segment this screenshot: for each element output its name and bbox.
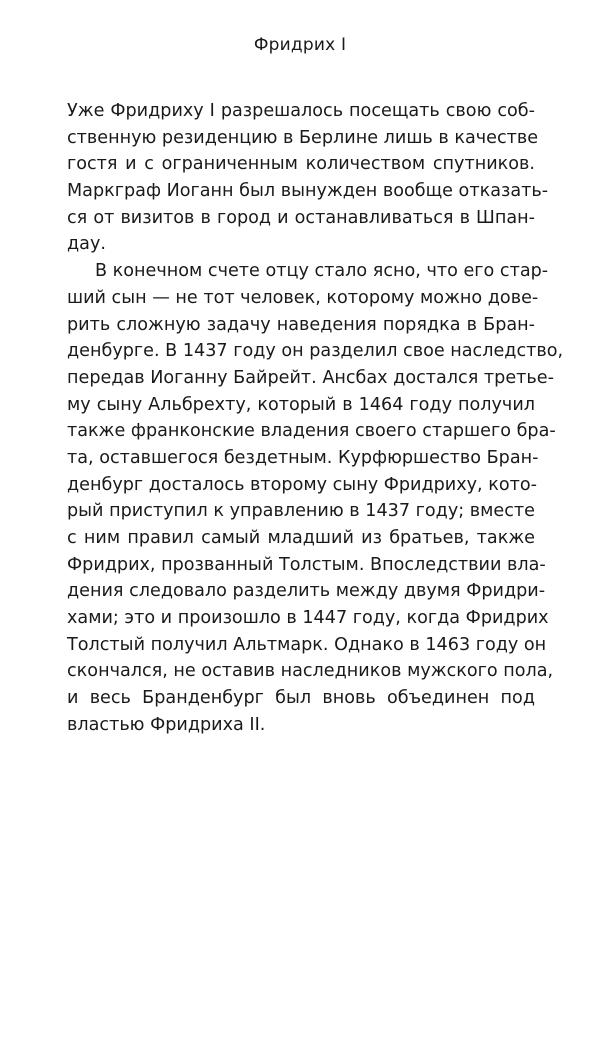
body-text xyxy=(67,98,564,739)
text-line: ший сын — не тот человек, которому можно дове- xyxy=(67,287,539,308)
text-line: денбурге. В 1437 году он разделил свое наследство, xyxy=(67,341,564,362)
text-line: также франконские владения своего старшего бра- xyxy=(67,421,556,442)
text-line: рый приступил к управлению в 1437 году; вместе xyxy=(67,501,535,522)
text-line: Фридрих, прозванный Толстым. Впоследствии вла- xyxy=(67,554,546,575)
text-line: рить сложную задачу наведения порядка в Бран- xyxy=(67,314,535,335)
text-line: та, оставшегося бездетным. Курфюршество Бран- xyxy=(67,447,539,468)
text-line: хами; это и произошло в 1447 году, когда Фридрих xyxy=(67,608,549,629)
text-line: передав Иоганну Байрейт. Ансбах достался третье- xyxy=(67,367,554,388)
text-line: властью Фридриха II. xyxy=(67,714,266,735)
text-line: и весь Бранденбург был вновь объединен под xyxy=(67,688,535,709)
paragraph-1 xyxy=(67,98,549,258)
text-line: гостя и с ограниченным количеством спутников. xyxy=(67,154,535,175)
text-line: Толстый получил Альтмарк. Однако в 1463 году он xyxy=(67,634,547,655)
running-head: Фридрих I xyxy=(253,35,347,55)
text-line: В конечном счете отцу стало ясно, что его стар- xyxy=(95,261,549,282)
text-line: денбург досталось второму сыну Фридриху, кото- xyxy=(67,474,537,495)
text-line: Маркграф Иоганн был вынужден вообще отказать- xyxy=(67,181,549,202)
text-line: му сыну Альбрехту, который в 1464 году получил xyxy=(67,394,535,415)
text-line: ственную резиденцию в Берлине лишь в качестве xyxy=(67,127,539,148)
text-line: Уже Фридриху I разрешалось посещать свою соб- xyxy=(67,101,535,121)
paragraph-2 xyxy=(67,258,564,738)
text-line: дау. xyxy=(67,234,106,255)
text-line: скончался, не оставив наследников мужского пола, xyxy=(67,661,554,682)
text-line: ся от визитов в город и останавливаться в Шпан- xyxy=(67,207,535,228)
text-line: дения следовало разделить между двумя Фридри- xyxy=(67,581,546,602)
text-line: с ним правил самый младший из братьев, также xyxy=(67,528,535,548)
